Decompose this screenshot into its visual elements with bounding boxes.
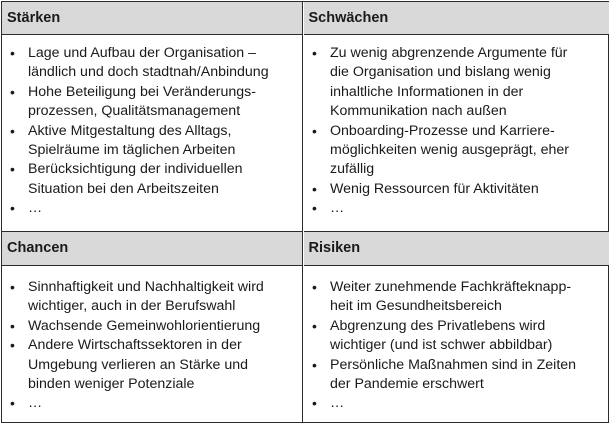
threats-list	[308, 278, 606, 414]
weaknesses-header: Schwächen	[304, 2, 609, 35]
threats-item-line: heit im Gesundheitsbereich	[330, 298, 502, 315]
strengths-list	[6, 44, 298, 219]
threats-item-line: • Abgrenzung des Privatlebens wird	[330, 317, 546, 334]
swot-table	[1, 1, 609, 423]
opportunities-item-line: • Wachsende Gemeinwohlorientierung	[28, 317, 261, 334]
weaknesses-item-line: möglichkeiten wenig ausgeprägt, eher	[330, 142, 569, 159]
opportunities-item	[6, 278, 298, 317]
strengths-item-line: • …	[28, 200, 43, 217]
weaknesses-list	[308, 44, 606, 219]
weaknesses-item	[308, 180, 606, 199]
column-divider	[302, 2, 303, 422]
threats-header: Risiken	[304, 231, 609, 266]
strengths-item-line: ländlich und doch stadtnah/Anbindung	[28, 64, 269, 81]
strengths-item-line: prozessen, Qualitätsmanagement	[28, 103, 241, 120]
threats-item	[308, 278, 606, 317]
threats-item-line: • Persönliche Maßnahmen sind in Zeiten	[330, 356, 577, 373]
weaknesses-item	[308, 44, 606, 122]
threats-item	[308, 394, 606, 413]
strengths-item-line: Situation bei den Arbeitszeiten	[28, 180, 219, 197]
opportunities-item-line: Umgebung verlieren an Stärke und	[28, 356, 249, 373]
strengths-item-line: Spielräume im täglichen Arbeiten	[28, 142, 236, 159]
opportunities-item-line: binden weniger Potenziale	[28, 376, 195, 393]
opportunities-item-line: wichtiger, auch in der Berufswahl	[28, 298, 236, 315]
threats-item-line: der Pandemie erschwert	[330, 376, 484, 393]
opportunities-list	[6, 278, 298, 414]
strengths-item	[6, 122, 298, 161]
threats-item-line: wichtiger (und ist schwer abbildbar)	[330, 337, 553, 354]
strengths-item-line: • Berücksichtigung der individuellen	[28, 161, 243, 178]
weaknesses-item-line: die Organisation und bislang wenig	[330, 64, 551, 81]
weaknesses-item-line: inhaltliche Informationen in der	[330, 83, 524, 100]
weaknesses-item	[308, 199, 606, 218]
opportunities-item	[6, 317, 298, 336]
weaknesses-item-line: • Onboarding-Prozesse und Karriere-	[330, 122, 555, 139]
strengths-item-line: • Lage und Aufbau der Organisation –	[28, 45, 256, 61]
opportunities-item-line: • Andere Wirtschaftssektoren in der	[28, 337, 242, 354]
threats-item	[308, 317, 606, 356]
weaknesses-item-line: Kommunikation nach außen	[330, 103, 507, 120]
strengths-item-line: • Hohe Beteiligung bei Veränderungs-	[28, 83, 256, 100]
opportunities-item	[6, 394, 298, 413]
weaknesses-item-line: • Zu wenig abgrenzende Argumente für	[330, 45, 568, 61]
strengths-item	[6, 44, 298, 83]
threats-item	[308, 356, 606, 395]
threats-item-line: • …	[330, 395, 345, 412]
strengths-item-line: • Aktive Mitgestaltung des Alltags,	[28, 122, 232, 139]
opportunities-item-line: • …	[28, 395, 43, 412]
weaknesses-item-line: • …	[330, 200, 345, 217]
opportunities-item-line: • Sinnhaftigkeit und Nachhaltigkeit wird	[28, 279, 264, 295]
strengths-item	[6, 199, 298, 218]
strengths-item	[6, 83, 298, 122]
threats-item-line: • Weiter zunehmende Fachkräfteknapp-	[330, 279, 572, 295]
weaknesses-item-line: • Wenig Ressourcen für Aktivitäten	[330, 180, 539, 197]
weaknesses-item-line: zufällig	[330, 161, 375, 178]
strengths-header: Stärken	[2, 2, 302, 35]
strengths-item	[6, 160, 298, 199]
opportunities-header: Chancen	[2, 231, 302, 266]
weaknesses-item	[308, 122, 606, 180]
opportunities-item	[6, 336, 298, 394]
